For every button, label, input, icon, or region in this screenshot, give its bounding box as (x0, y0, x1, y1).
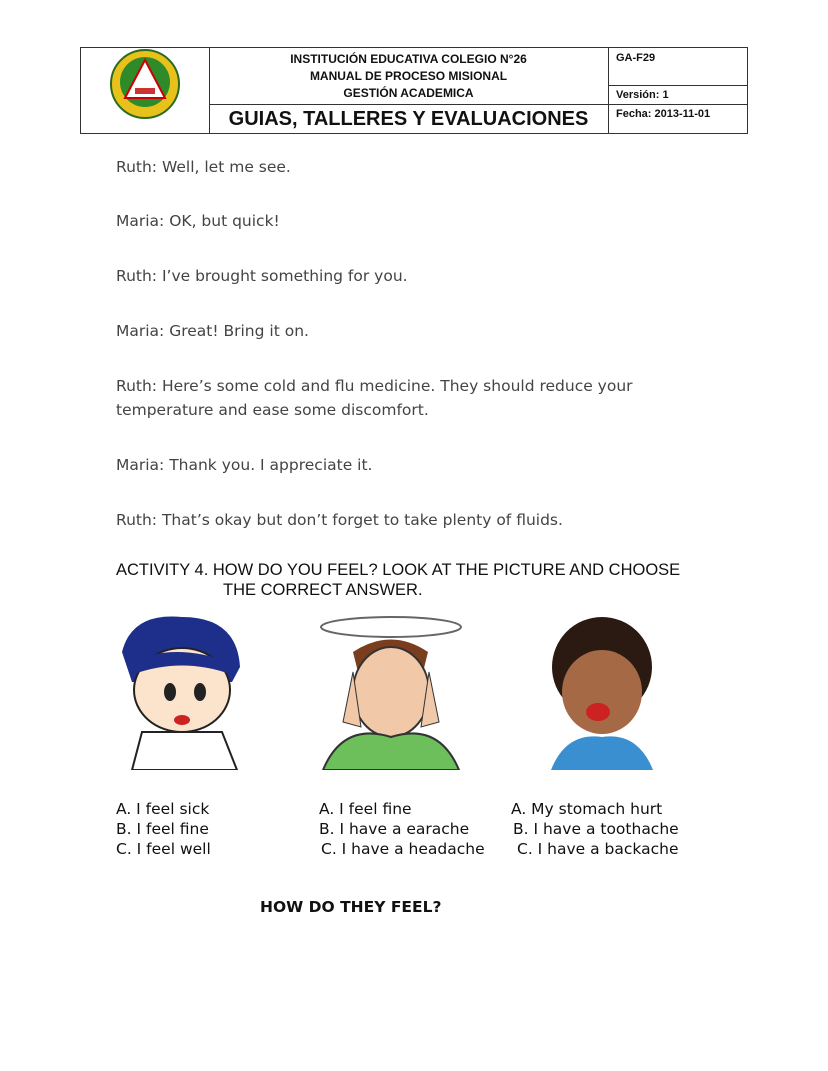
option-a[interactable]: A. I feel sick (116, 800, 210, 818)
headache-man-image (313, 612, 469, 770)
section-heading: HOW DO THEY FEEL? (260, 898, 442, 916)
option-b[interactable]: B. I feel fine (116, 820, 209, 838)
dialogue-line: Maria: OK, but quick! (116, 212, 280, 230)
dialogue-line: Ruth: Well, let me see. (116, 158, 291, 176)
document-version: Versión: 1 (608, 85, 747, 104)
option-a[interactable]: A. My stomach hurt (511, 800, 663, 818)
dialogue-line: Ruth: That’s okay but don’t forget to take plenty of fluids. (116, 511, 563, 529)
option-c[interactable]: C. I feel well (116, 840, 211, 858)
option-b[interactable]: B. I have a toothache (513, 820, 679, 838)
header-meta-cell (608, 48, 747, 133)
options-picture-2 (319, 799, 485, 859)
activity-instructions (116, 560, 680, 600)
header-title-cell (209, 48, 609, 133)
logo-cell (81, 48, 210, 133)
dialogue-line: Ruth: Here’s some cold and flu medicine. They should reduce your (116, 377, 633, 395)
option-c[interactable]: C. I have a headache (321, 840, 485, 858)
dialogue-line: temperature and ease some discomfort. (116, 401, 429, 419)
school-logo-icon (81, 48, 209, 133)
manual-name: MANUAL DE PROCESO MISIONAL (309, 69, 508, 83)
sick-boy-image (112, 612, 258, 770)
dialogue-line: Maria: Great! Bring it on. (116, 322, 309, 340)
options-picture-3 (511, 799, 679, 859)
document-code: GA-F29 (616, 52, 656, 64)
institution-name: INSTITUCIÓN EDUCATIVA COLEGIO N°26 (290, 52, 527, 66)
option-c[interactable]: C. I have a backache (517, 840, 679, 858)
document-date: Fecha: 2013-11-01 (608, 104, 747, 133)
activity-line-2: THE CORRECT ANSWER. (223, 581, 423, 599)
activity-line-1: ACTIVITY 4. HOW DO YOU FEEL? LOOK AT THE PICTURE AND CHOOSE (116, 561, 681, 579)
toothache-child-image (526, 612, 678, 770)
options-picture-1 (116, 799, 211, 859)
document-header (80, 47, 748, 134)
dialogue-line: Ruth: I’ve brought something for you. (116, 267, 408, 285)
document-title: GUIAS, TALLERES Y EVALUACIONES (209, 104, 608, 134)
option-b[interactable]: B. I have a earache (319, 820, 470, 838)
dialogue-line: Maria: Thank you. I appreciate it. (116, 456, 373, 474)
option-a[interactable]: A. I feel fine (319, 800, 412, 818)
area-name: GESTIÓN ACADEMICA (343, 86, 474, 100)
